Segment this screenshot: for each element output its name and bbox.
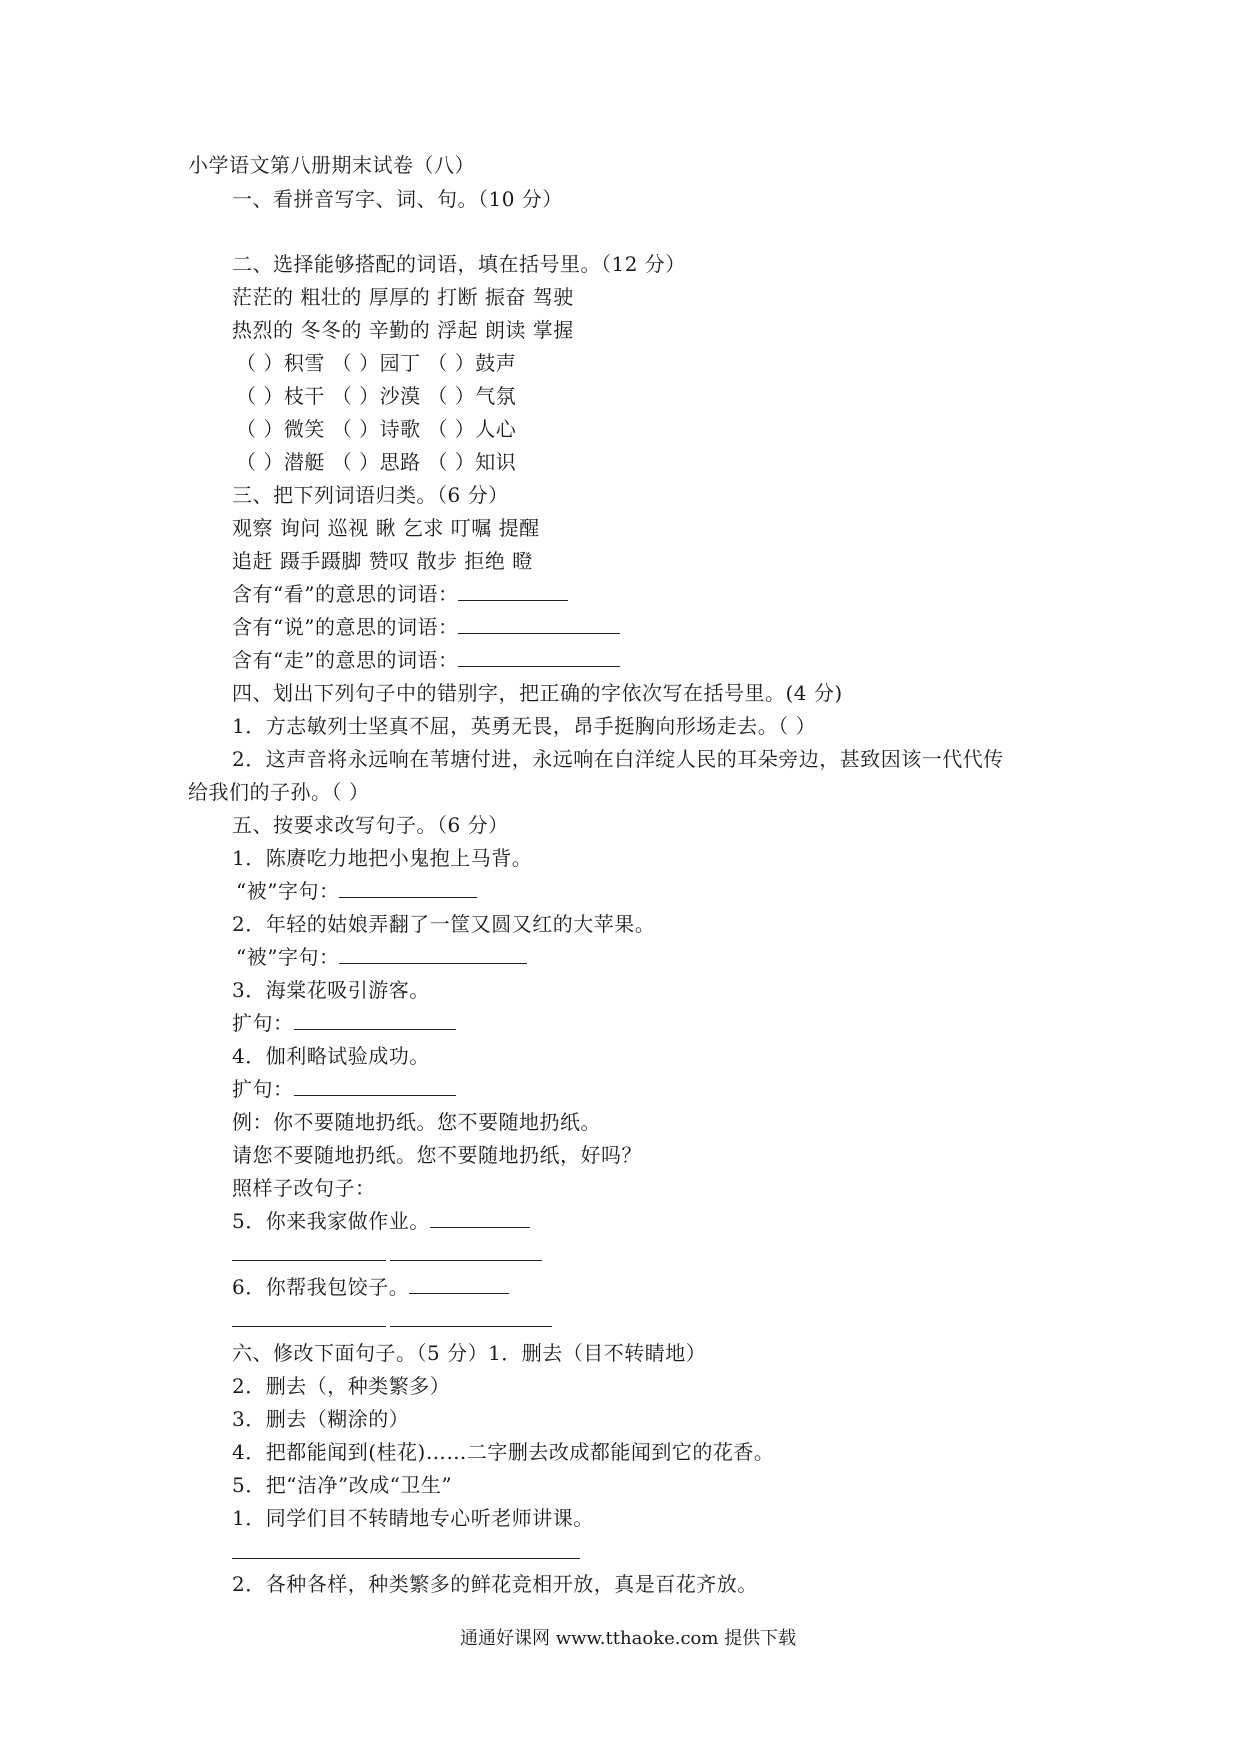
answer-blank[interactable] [294,1011,456,1030]
question-label: 扩句： [232,1011,294,1035]
section-5-item-1: 1．陈赓吃力地把小鬼抱上马背。 [232,846,533,870]
exam-title: 小学语文第八册期末试卷（八） [188,153,475,177]
section-3-question-say [232,614,620,640]
question-label: “被”字句： [236,879,340,903]
section-5-bei-2 [236,944,527,970]
section-3-words-2: 追赶 蹑手蹑脚 赞叹 散步 拒绝 瞪 [232,549,533,573]
section-4-heading: 四、划出下列句子中的错别字，把正确的字依次写在括号里。(4 分) [232,681,843,705]
section-5-heading: 五、按要求改写句子。（6 分） [232,813,509,837]
question-label: 含有“说”的意思的词语： [232,615,459,639]
answer-line[interactable] [390,1326,552,1327]
question-label: 5．你来我家做作业。 [232,1209,430,1233]
section-6-question-1: 1．同学们目不转睛地专心听老师讲课。 [232,1506,594,1530]
section-6-answer-4: 4．把都能闻到(桂花)……二字删去改成都能闻到它的花香。 [232,1440,775,1464]
section-5-item-4: 4．伽利略试验成功。 [232,1044,430,1068]
section-5-item-3: 3．海棠花吸引游客。 [232,978,430,1002]
answer-line[interactable] [232,1558,580,1559]
section-3-heading: 三、把下列词语归类。（6 分） [232,483,509,507]
section-4-item-1: 1．方志敏列士坚真不屈，英勇无畏，昂手挺胸向形场走去。（ ） [232,714,817,738]
answer-blank[interactable] [409,1275,509,1294]
section-2-words-2: 热烈的 冬冬的 辛勤的 浮起 朗读 掌握 [232,318,574,342]
section-5-item-6 [232,1274,509,1300]
section-6-question-2: 2．各种各样，种类繁多的鲜花竞相开放，真是百花齐放。 [232,1572,758,1596]
section-3-question-look [232,581,568,607]
section-1-heading: 一、看拼音写字、词、句。（10 分） [232,187,563,211]
section-3-words-1: 观察 询问 巡视 瞅 乞求 叮嘱 提醒 [232,516,540,540]
section-2-row: （ ）枝干 （ ）沙漠 （ ）气氛 [236,384,517,408]
question-label: 含有“走”的意思的词语： [232,648,459,672]
section-2-row: （ ）微笑 （ ）诗歌 （ ）人心 [236,417,517,441]
answer-blank[interactable] [458,615,620,634]
section-4-item-2-cont: 给我们的子孙。（ ） [188,780,370,804]
section-2-row: （ ）潜艇 （ ）思路 （ ）知识 [236,450,517,474]
section-3-question-walk [232,647,620,673]
section-6-answer-2: 2．删去（，种类繁多） [232,1374,451,1398]
section-6-heading: 六、修改下面句子。（5 分）1．删去（目不转睛地） [232,1341,707,1365]
section-2-words-1: 茫茫的 粗壮的 厚厚的 打断 振奋 驾驶 [232,285,574,309]
question-label: “被”字句： [236,945,340,969]
section-5-item-2: 2．年轻的姑娘弄翻了一筐又圆又红的大苹果。 [232,912,656,936]
question-label: 含有“看”的意思的词语： [232,582,459,606]
answer-line[interactable] [232,1326,386,1327]
section-2-heading: 二、选择能够搭配的词语，填在括号里。（12 分） [232,252,686,276]
answer-blank[interactable] [430,1209,530,1228]
section-5-instruction: 照样子改句子： [232,1176,376,1200]
section-4-item-2: 2．这声音将永远响在苇塘付进，永远响在白洋绽人民的耳朵旁边，甚致因该一代代传 [232,747,1004,771]
question-label: 扩句： [232,1077,294,1101]
section-6-answer-5: 5．把“洁净”改成“卫生” [232,1473,453,1497]
answer-line[interactable] [232,1260,386,1261]
section-2-row: （ ）积雪 （ ）园丁 （ ）鼓声 [236,351,517,375]
section-5-bei-1 [236,878,477,904]
section-5-example-2: 请您不要随地扔纸。您不要随地扔纸，好吗？ [232,1143,642,1167]
section-5-kuo-1 [232,1010,456,1036]
question-label: 6．你帮我包饺子。 [232,1275,410,1299]
answer-blank[interactable] [294,1077,456,1096]
answer-line[interactable] [390,1260,542,1261]
footer-credit: 通通好课网 www.tthaoke.com 提供下载 [460,1628,797,1649]
section-6-answer-3: 3．删去（糊涂的） [232,1407,410,1431]
answer-blank[interactable] [339,945,527,964]
answer-blank[interactable] [339,879,477,898]
section-5-kuo-2 [232,1076,456,1102]
answer-blank[interactable] [458,648,620,667]
section-5-item-5 [232,1208,530,1234]
answer-blank[interactable] [458,582,568,601]
section-5-example-1: 例：你不要随地扔纸。您不要随地扔纸。 [232,1110,601,1134]
